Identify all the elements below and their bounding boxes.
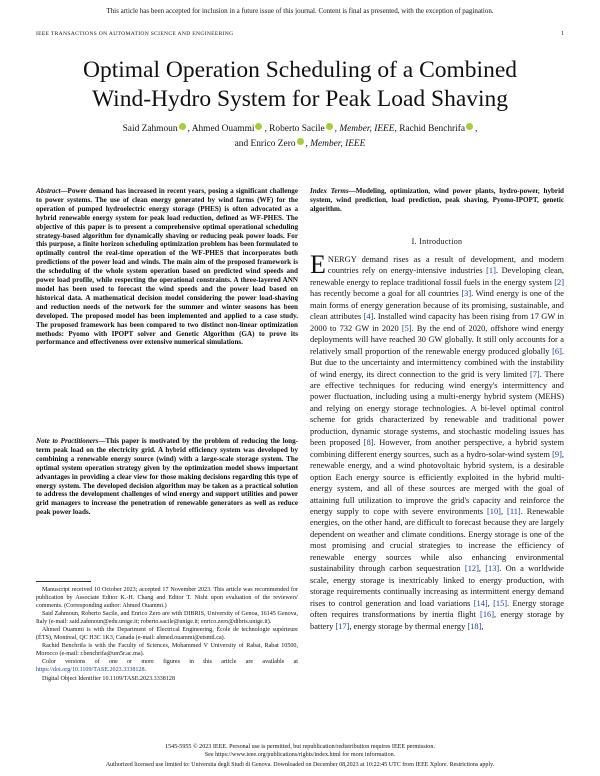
footnote: Rachid Benchrifa is with the Faculty of Sciences, Mohammed V University of Rabat, Rabat 10500, Morocco (e-mail: r.benchrifa@um5r.ac.ma).: [36, 643, 298, 658]
author-name: , Rachid Benchrifa: [394, 124, 466, 134]
title-line-1: Optimal Operation Scheduling of a Combined: [82, 57, 517, 83]
citation-link[interactable]: [16]: [480, 610, 494, 620]
abstract-text: —Power demand has increased in recent years, posing a significant challenge to power systems. The use of clean energy generated by wind farms (WF) for the operation of pumped hydroelectric energy storage (PHES) is often advocated as a hybrid renewable energy system for peak load reduction, defined as WF-PHES. The objective of this paper is to present a comprehensive optimal operational scheduling strategy-based algorithm for dynamically shaving or reducing peak power loads. For this purpose, a finite horizon scheduling optimization problem has been formulated to optimally control the real-time operation of the WF-PHES that incorporates both predictions of the power load and winds. The main aim of the proposed framework is the scheduling of the whole system operation based on predicted wind speeds and power load profile, while respecting the operational constraints. A three-layered ANN model has been used to forecast the wind speeds and the power load based on historical data. A mathematical decision model considering the power load-shaving and reduction needs of the network for the summer and winter seasons has been developed. The proposed model has been implemented and applied to a case study. The proposed framework has been compared to two distinct non-linear optimization methods: Pyomo with IPOPT solver and Genetic Algorithm (GA) to prove its performance and effectiveness over extensive numerical simulations.: [36, 187, 298, 347]
citation-link[interactable]: [18]: [467, 621, 482, 631]
author-name: , Ahmed Ouammi: [187, 124, 255, 134]
footnote: Said Zahmoun, Roberto Sacile, and Enrico Zero are with DIBRIS, University of Genoa, 16145 Genova, Italy (e-mail: said.zahmoun@edu.unige.it; roberto.sacile@unige.it; enrico.zero@dibris.unige.it).: [36, 611, 298, 626]
section-heading: I. Introduction: [411, 237, 463, 246]
orcid-icon[interactable]: [255, 123, 262, 130]
citation-link[interactable]: [10]: [487, 506, 501, 516]
intro-text: . Developing clean, renewable energy to replace traditional fossil fuels in the energy system: [310, 266, 564, 287]
paper-title: [36, 56, 564, 114]
copyright-line: 1545-5955 © 2023 IEEE. Personal use is permitted, but republication/redistribution requires IEEE permission.: [165, 744, 435, 750]
intro-text: . Renewable energies, on the other hand, are difficult to forecast because they are largely dependent on weather and climate conditions. Energy storage is one of the most promising and crucial strategies to increase the efficiency of renewable energy sources while also enhancing environmental sustainability through carbon sequestration: [310, 506, 564, 574]
footnote: [36, 658, 298, 674]
top-notice: This article has been accepted for inclusion in a future issue of this journal. Content is final as presented, with the exception of pagination.: [106, 7, 494, 15]
author-separator: ,: [475, 124, 478, 134]
citation-link[interactable]: [6]: [552, 346, 562, 356]
note-label: Note to Practitioners: [36, 437, 99, 445]
intro-text: . Wind energy is one of the main forms of energy generation because of its promising, sustainable, and clean attributes: [310, 289, 564, 322]
author-membership: , Member, IEEE: [305, 139, 366, 149]
index-terms: [310, 187, 564, 214]
citation-link[interactable]: [12]: [464, 564, 479, 574]
note-to-practitioners: [36, 437, 298, 517]
footnote-divider: [36, 581, 91, 582]
intro-text: , energy storage by battery: [310, 610, 564, 631]
running-head: IEEE TRANSACTIONS ON AUTOMATION SCIENCE AND ENGINEERING: [36, 31, 234, 37]
author-membership: , Member, IEEE: [334, 124, 395, 134]
intro-text: . By the end of 2020, offshore wind energy deployments will have reached 30 GW globally. It still only accounts for a relatively small proportion of the renewable energy produced globally: [310, 323, 564, 356]
authors-line-2: [60, 137, 540, 152]
intro-text: , renewable energy, and a wind photovoltaic hybrid system, is a desirable option Each energy source is efficiently exploited in the hybrid multi-energy system, and all of these sources are merged with the goal of attaining full utilization to improve the grid's capacity and reinforce the energy supply to cope with severe environments: [310, 449, 564, 516]
intro-text: . There are effective techniques for reducing wind energy's intermittency and power fluctuation, including using a multi-energy hybrid system (MEHS) and relying on energy storage technologies. A bi-level optimal control scheme for grids characterized by renewable and traditional power production, dynamic storage systems, and stochastic modeling issues has been proposed: [310, 369, 564, 448]
intro-text: . On a worldwide scale, energy storage is inextricably linked to energy production, with storage requirements continually increasing as intermittent energy demand rises to control generation and load variations: [310, 564, 564, 608]
copyright-notice: [0, 744, 600, 759]
footnote-text: Color versions of one or more figures in this article are available at: [42, 659, 298, 666]
doi-link[interactable]: https://doi.org/10.1109/TASE.2023.3338128: [36, 667, 145, 674]
citation-link[interactable]: [8]: [363, 438, 374, 448]
intro-text: ,: [478, 564, 486, 574]
author-name: and Enrico Zero: [234, 139, 296, 149]
citation-link[interactable]: [3]: [461, 289, 472, 299]
citation-link[interactable]: [17]: [335, 621, 350, 631]
orcid-icon[interactable]: [297, 138, 304, 145]
intro-text: , energy storage by thermal energy: [349, 621, 468, 631]
intro-text: ,: [481, 621, 484, 631]
citation-link[interactable]: [5]: [401, 323, 412, 333]
citation-link[interactable]: [9]: [552, 449, 562, 459]
rights-line: See https://www.ieee.org/publications/rights/index.html for more information.: [204, 751, 396, 758]
intro-text: . Installed wind capacity has been rising from 17 GW in 2000 to 732 GW in 2020: [310, 312, 564, 333]
orcid-icon[interactable]: [326, 123, 333, 130]
citation-link[interactable]: [7]: [529, 369, 540, 379]
index-terms-text: —Modeling, optimization, wind power plants, hydro-power, hybrid system, wind prediction, load prediction, peak shaving, Pyomo-IPOPT, genetic algorithm.: [310, 187, 564, 213]
author-list: [60, 122, 540, 152]
abstract-label: Abstract: [36, 187, 61, 195]
footnote-text: .: [144, 667, 147, 674]
intro-text: NERGY demand rises as a result of development, and modern countries rely on energy-intensive industries: [327, 255, 564, 276]
intro-text: ,: [487, 598, 494, 608]
footnote: Digital Object Identifier 10.1109/TASE.2023.3338128: [42, 675, 175, 682]
index-terms-label: Index Terms: [310, 187, 349, 195]
citation-link[interactable]: [15]: [493, 598, 508, 608]
license-notice: Authorized licensed use limited to: Universita degli Studi di Genova. Downloaded on December 08,2023 at 10:22:45 UTC from IEEE Xplore. Restrictions apply.: [105, 762, 495, 768]
intro-text: . However, from another perspective, a hybrid system combining different energy sources, such as a hydro-solar-wind system: [310, 438, 564, 459]
footnotes: [36, 581, 298, 683]
intro-text: . But due to the uncertainty and intermittency combined with the instability of wind energy, its direct connection to the grid is very limited: [310, 346, 564, 379]
citation-link[interactable]: [14]: [473, 598, 488, 608]
title-line-2: Wind-Hydro System for Peak Load Shaving: [91, 86, 509, 112]
footnote: Manuscript received 10 October 2023; accepted 17 November 2023. This article was recommended for publication by Associate Editor K.-H. Chang and Editor T. Nishi upon evaluation of the reviewers' comments. (Corresponding author: Ahmed Ouammi.): [36, 587, 298, 610]
author-name: Said Zahmoun: [122, 124, 178, 134]
orcid-icon[interactable]: [466, 123, 473, 130]
page-number: 1: [561, 31, 564, 37]
authors-line-1: [60, 122, 540, 137]
orcid-icon[interactable]: [179, 123, 186, 130]
citation-link[interactable]: [1]: [486, 266, 496, 276]
citation-link[interactable]: [11]: [507, 506, 521, 516]
citation-link[interactable]: [13]: [485, 564, 500, 574]
note-text: —This paper is motivated by the problem of reducing the long-term peak load on the electricity grid. A hybrid efficiency system was developed by combining a renewable energy source (wind) with a large-scale storage system. The optimal system operation strategy given by the optimization model shows important advantages in providing a clear view for those making decisions regarding this type of energy system. The developed decision algorithm may be taken as a practical solution to address the development challenges of wind energy and support utilities and power grid managers to increase the penetration of renewable generators as well as reduce peak power loads.: [36, 437, 298, 517]
introduction-body: [310, 250, 564, 632]
abstract: [36, 187, 298, 347]
citation-link[interactable]: [2]: [554, 277, 564, 287]
citation-link[interactable]: [4]: [363, 312, 374, 322]
intro-text: has recently become a goal for all countries: [310, 289, 462, 299]
intro-text: ,: [500, 506, 508, 516]
footnote: Ahmed Ouammi is with the Department of Electrical Engineering, École de technologie supérieure (ÉTS), Montreal, QC H3C 1K3, Canada (e-mail: ahmed.ouammi@etsmtl.ca).: [36, 627, 298, 642]
drop-cap: E: [310, 250, 326, 279]
intro-text: . Energy storage often requires transformations by inertia flight: [310, 598, 564, 620]
author-name: , Roberto Sacile: [264, 124, 325, 134]
